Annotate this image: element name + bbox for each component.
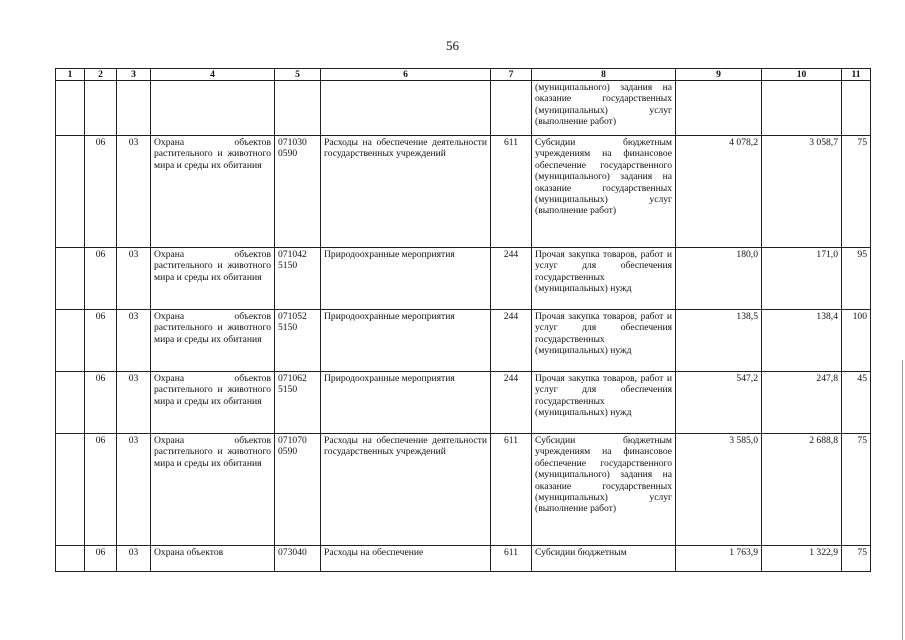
budget-table [55, 68, 871, 572]
cell-percent: 95 [842, 248, 871, 310]
cell-expense-name: Субсидии бюджетным учреждениям на финансовое обеспечение государственного (муниципального) задания на оказание государственных (муниципальных) услуг (выполнение работ) [532, 136, 676, 248]
cell-target-code: 071070 0590 [275, 434, 321, 546]
cell-actual [762, 81, 842, 136]
cell-subsection-name: Охрана объектов растительного и животного мира и среды их обитания [151, 136, 275, 248]
cell-number [56, 81, 85, 136]
cell-number [56, 136, 85, 248]
column-header: 6 [321, 69, 491, 81]
cell-expense-type: 611 [491, 546, 532, 572]
cell-number [56, 434, 85, 546]
cell-target-name: Природоохранные мероприятия [321, 372, 491, 434]
cell-actual: 138,4 [762, 310, 842, 372]
cell-subsection-name: Охрана объектов растительного и животного мира и среды их обитания [151, 310, 275, 372]
cell-expense-name: Прочая закупка товаров, работ и услуг для обеспечения государственных (муниципальных) нужд [532, 310, 676, 372]
cell-section: 06 [85, 372, 117, 434]
cell-number [56, 546, 85, 572]
cell-target-code: 071030 0590 [275, 136, 321, 248]
column-header: 8 [532, 69, 676, 81]
table-row [56, 546, 871, 572]
cell-percent: 75 [842, 434, 871, 546]
scan-edge-line [902, 360, 903, 640]
cell-expense-name: Прочая закупка товаров, работ и услуг для обеспечения государственных (муниципальных) нужд [532, 248, 676, 310]
table-row [56, 434, 871, 546]
cell-percent: 45 [842, 372, 871, 434]
cell-number [56, 248, 85, 310]
column-header: 7 [491, 69, 532, 81]
cell-section: 06 [85, 546, 117, 572]
cell-target-name: Природоохранные мероприятия [321, 248, 491, 310]
cell-expense-name: (муниципального) задания на оказание государственных (муниципальных) услуг (выполнение работ) [532, 81, 676, 136]
cell-expense-type [491, 81, 532, 136]
cell-number [56, 310, 85, 372]
cell-section: 06 [85, 136, 117, 248]
cell-plan [676, 81, 762, 136]
cell-subsection-name [151, 81, 275, 136]
column-header: 5 [275, 69, 321, 81]
cell-percent: 75 [842, 546, 871, 572]
cell-target-name [321, 81, 491, 136]
column-header-row [56, 69, 871, 81]
column-header: 1 [56, 69, 85, 81]
cell-expense-type: 244 [491, 310, 532, 372]
column-header: 3 [117, 69, 151, 81]
column-header: 11 [842, 69, 871, 81]
cell-subsection: 03 [117, 372, 151, 434]
cell-subsection: 03 [117, 546, 151, 572]
page-number: 56 [446, 38, 459, 53]
cell-actual: 247,8 [762, 372, 842, 434]
cell-target-name: Расходы на обеспечение [321, 546, 491, 572]
cell-expense-type: 611 [491, 136, 532, 248]
cell-section: 06 [85, 310, 117, 372]
cell-actual: 171,0 [762, 248, 842, 310]
cell-target-code: 071062 5150 [275, 372, 321, 434]
cell-target-code [275, 81, 321, 136]
cell-plan: 547,2 [676, 372, 762, 434]
cell-percent [842, 81, 871, 136]
column-header: 9 [676, 69, 762, 81]
cell-target-name: Расходы на обеспечение деятельности государственных учреждений [321, 136, 491, 248]
cell-percent: 100 [842, 310, 871, 372]
cell-subsection: 03 [117, 248, 151, 310]
column-header: 2 [85, 69, 117, 81]
cell-subsection: 03 [117, 310, 151, 372]
cell-expense-type: 244 [491, 248, 532, 310]
cell-percent: 75 [842, 136, 871, 248]
cell-number [56, 372, 85, 434]
cell-subsection [117, 81, 151, 136]
cell-plan: 1 763,9 [676, 546, 762, 572]
column-header: 10 [762, 69, 842, 81]
cell-target-code: 071052 5150 [275, 310, 321, 372]
cell-subsection: 03 [117, 136, 151, 248]
cell-subsection-name: Охрана объектов растительного и животного мира и среды их обитания [151, 372, 275, 434]
table-row [56, 136, 871, 248]
cell-expense-name: Субсидии бюджетным учреждениям на финансовое обеспечение государственного (муниципального) задания на оказание государственных (муниципальных) услуг (выполнение работ) [532, 434, 676, 546]
cell-subsection-name: Охрана объектов растительного и животного мира и среды их обитания [151, 434, 275, 546]
cell-subsection-name: Охрана объектов растительного и животного мира и среды их обитания [151, 248, 275, 310]
cell-expense-name: Прочая закупка товаров, работ и услуг для обеспечения государственных (муниципальных) нужд [532, 372, 676, 434]
cell-plan: 3 585,0 [676, 434, 762, 546]
cell-section [85, 81, 117, 136]
cell-section: 06 [85, 434, 117, 546]
table-row [56, 310, 871, 372]
cell-plan: 4 078,2 [676, 136, 762, 248]
cell-target-name: Природоохранные мероприятия [321, 310, 491, 372]
cell-target-name: Расходы на обеспечение деятельности государственных учреждений [321, 434, 491, 546]
cell-section: 06 [85, 248, 117, 310]
cell-plan: 138,5 [676, 310, 762, 372]
cell-expense-type: 244 [491, 372, 532, 434]
cell-target-code: 071042 5150 [275, 248, 321, 310]
cell-plan: 180,0 [676, 248, 762, 310]
table-row [56, 248, 871, 310]
cell-expense-name: Субсидии бюджетным [532, 546, 676, 572]
cell-target-code: 073040 [275, 546, 321, 572]
cell-subsection-name: Охрана объектов [151, 546, 275, 572]
cell-expense-type: 611 [491, 434, 532, 546]
cell-actual: 3 058,7 [762, 136, 842, 248]
cell-subsection: 03 [117, 434, 151, 546]
table-row [56, 372, 871, 434]
cell-actual: 1 322,9 [762, 546, 842, 572]
column-header: 4 [151, 69, 275, 81]
table-row [56, 81, 871, 136]
cell-actual: 2 688,8 [762, 434, 842, 546]
